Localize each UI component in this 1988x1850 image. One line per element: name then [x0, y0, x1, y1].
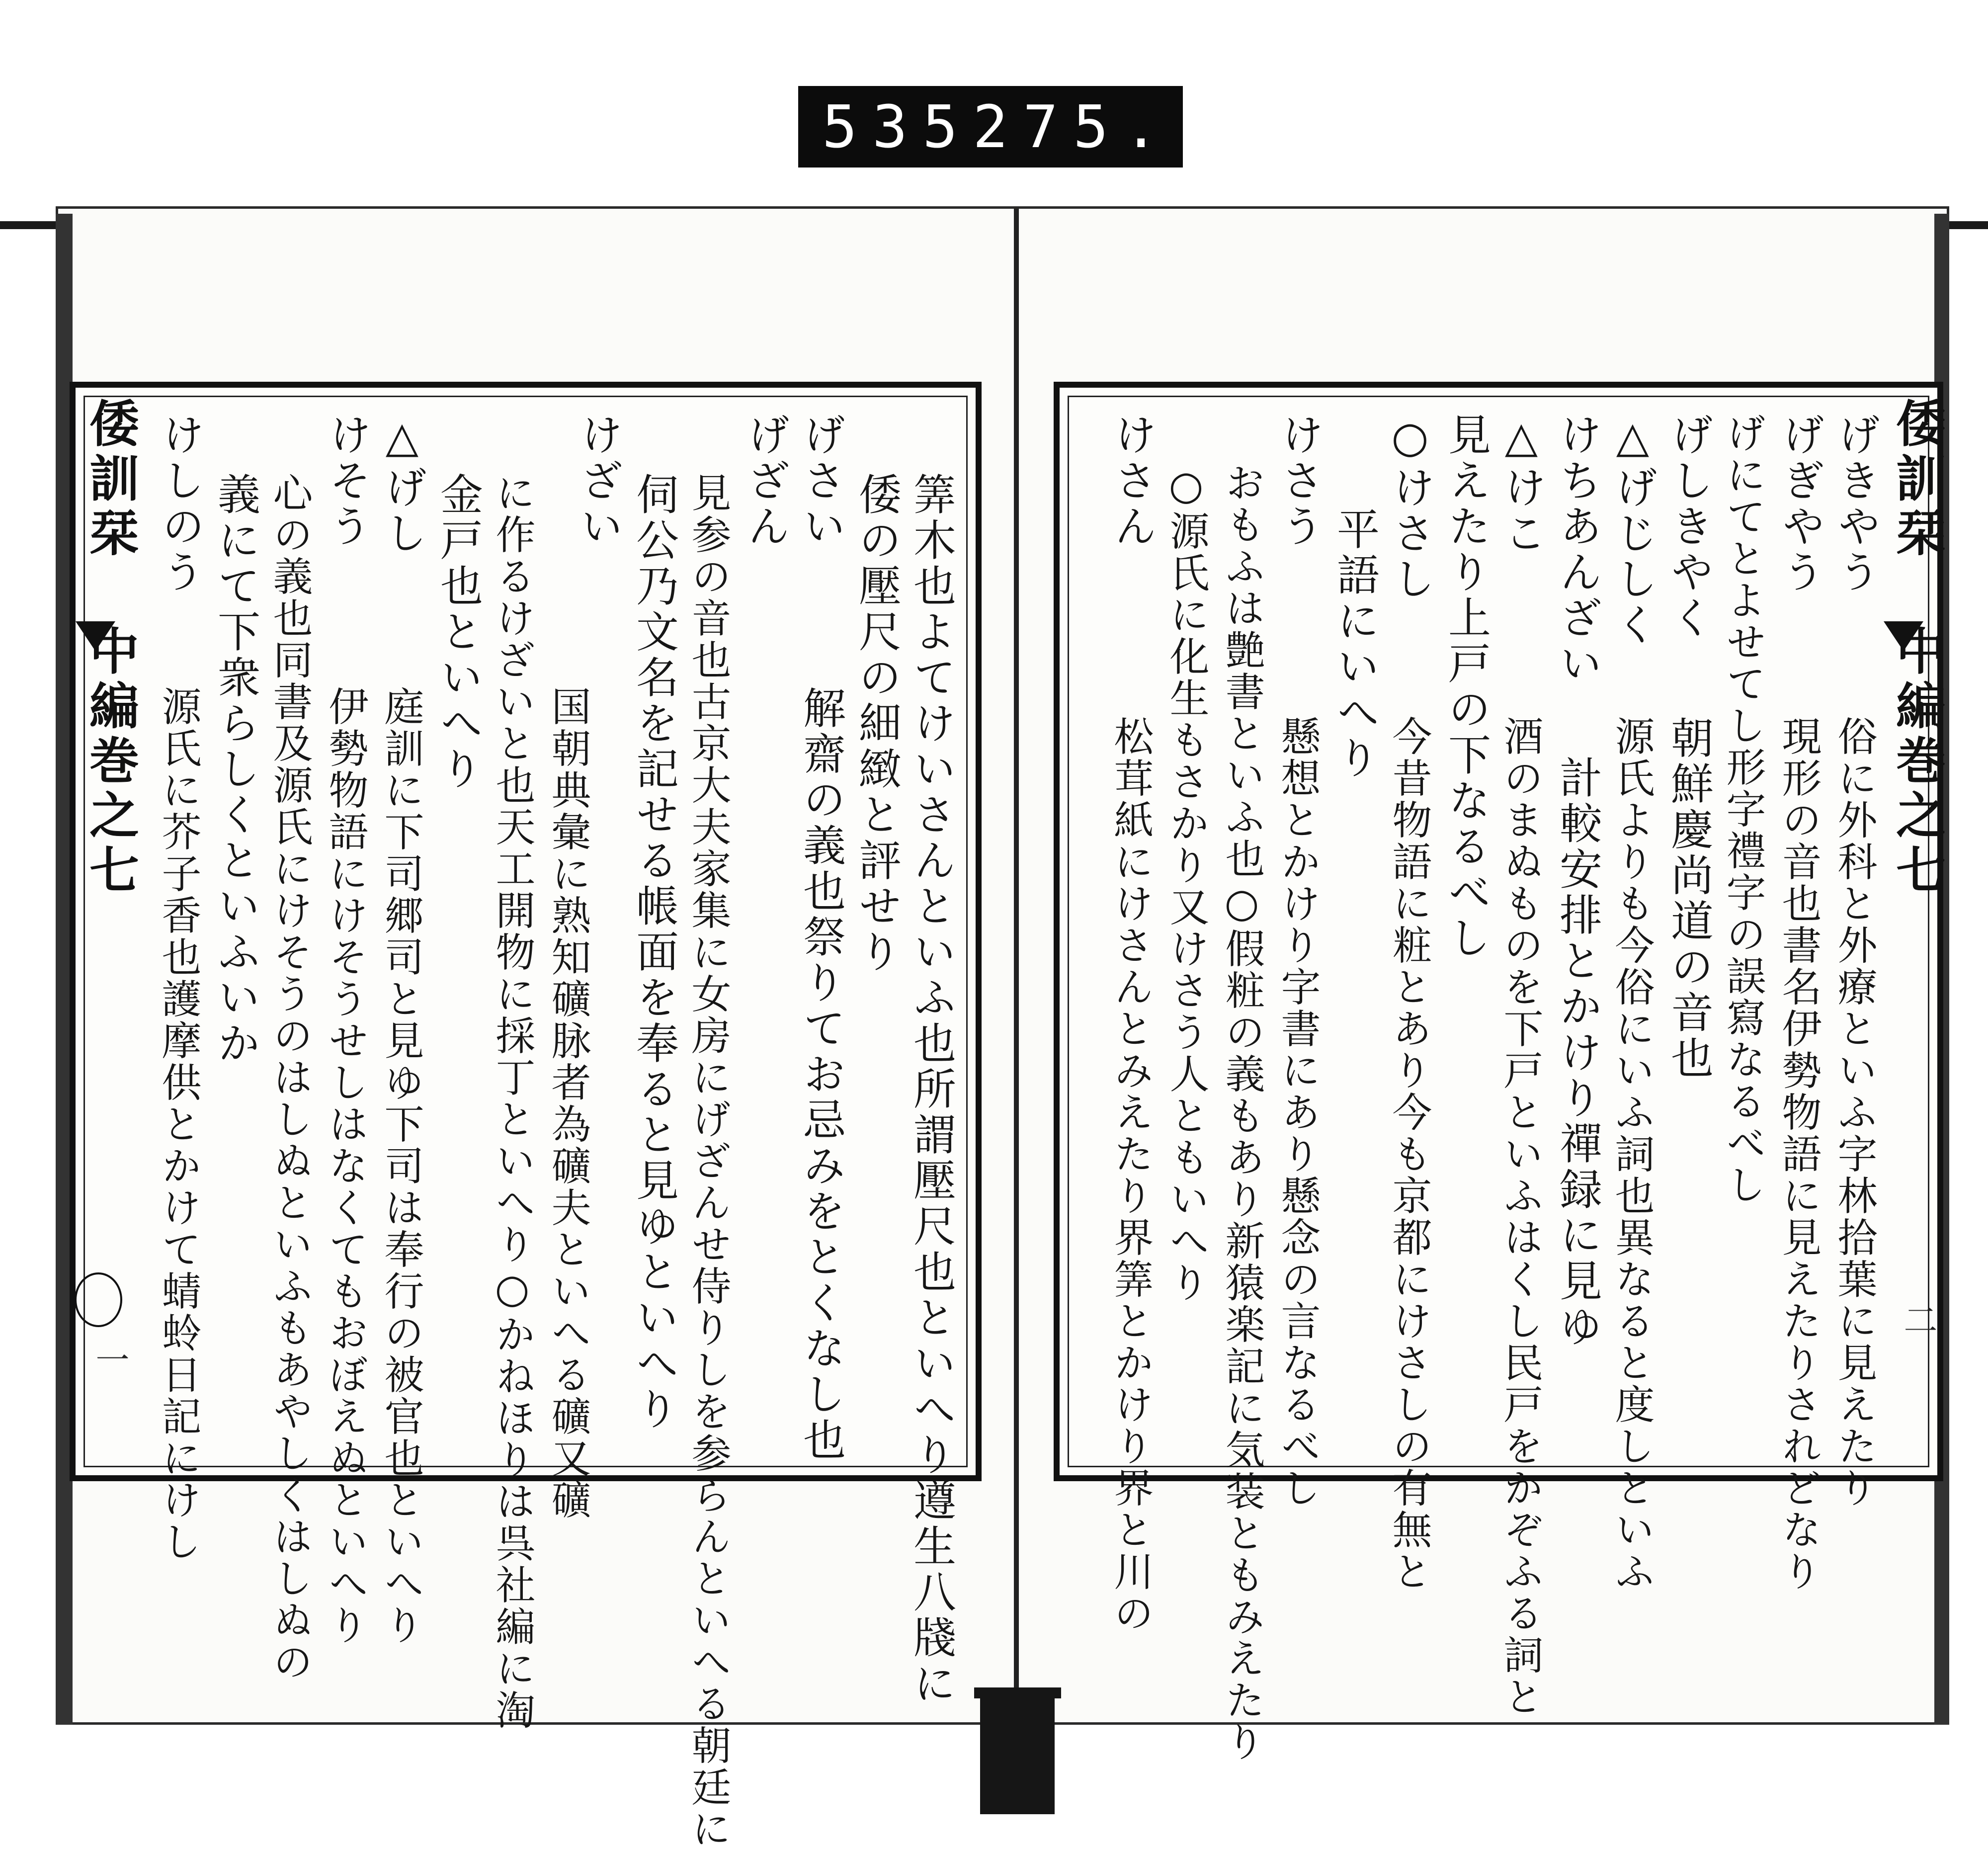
page-number-badge [75, 1272, 122, 1327]
right-entry-head-8: けさう [1274, 413, 1324, 550]
right-text-column-7: 酒のまぬものを下戸といふはくし民戸をかぞふる詞と [1497, 716, 1543, 1718]
left-text-column-6: 国朝典彙に熟知礦脉者為礦夫といへる礦又礦 [545, 686, 591, 1521]
right-text-column-11: 懸想とかけり字書にあり懸念の言なるべし [1274, 716, 1321, 1509]
right-page-number: 二 [1898, 1302, 1937, 1336]
call-number-label [798, 86, 1183, 168]
binding-clip [980, 1690, 1055, 1814]
right-text-column-3: げにてとよせてし形字禮字の誤寫なるべし [1720, 413, 1766, 1206]
page-edge-left [0, 221, 59, 229]
left-text-column-13: 源氏に芥子香也護摩供とかけて蜻蛉日記にけし [155, 686, 201, 1563]
left-text-column-5: 伺公乃文名を記せる帳面を奉ると見ゆといへり [629, 472, 678, 1432]
right-entry-head-9: けさん [1107, 413, 1157, 550]
left-entry-head-4: △げし [377, 413, 427, 557]
right-entry-head-1: げきやう [1830, 413, 1880, 595]
left-entry-head-6: けしのう [155, 413, 204, 595]
right-entry-head-2: げぎやう [1775, 413, 1824, 595]
right-text-column-8: 見えたり上戸の下なるべし [1441, 413, 1491, 961]
left-text-column-8: 金戸也といへり [433, 472, 483, 792]
right-text-column-13: ○源氏に化生もさかり又けさう人ともいへり [1163, 462, 1209, 1304]
left-text-column-3: 解齋の義也祭りてお忌みをとくなし也 [796, 686, 845, 1463]
left-text-column-10: 伊勢物語にけそうせしはなくてもおぼえぬといへり [322, 686, 368, 1646]
left-entry-head-5: けそう [322, 413, 371, 550]
right-entry-head-4: △げじしく [1608, 413, 1657, 648]
left-text-column-4: 見参の音也古京大夫家集に女房にげざんせ侍りしを参らんといへる朝廷に [685, 472, 731, 1850]
left-entry-head-1: げさい [796, 413, 845, 550]
left-page-number: 一 [90, 1342, 129, 1376]
call-number-left: 535 [822, 92, 973, 161]
book-gutter [1014, 209, 1019, 1750]
page-edge-right [1948, 221, 1988, 229]
right-entry-head-6: △けこ [1496, 413, 1546, 557]
left-entry-head-2: げざん [740, 413, 790, 550]
left-text-column-2: 倭の壓尺の細緻と評せり [851, 472, 901, 975]
right-text-column-1: 俗に外科と外療といふ字林拾葉に見えたり [1831, 716, 1877, 1509]
left-text-column-1: 筭木也よてけいさんといふ也所謂壓尺也といへり遵生八牋に [906, 472, 956, 1707]
right-text-column-4: 朝鮮慶尚道の音也 [1663, 716, 1713, 1082]
call-number-right: 275. [973, 92, 1174, 161]
left-text-column-9: 庭訓に下司郷司と見ゆ下司は奉行の被官也といへり [378, 686, 424, 1646]
right-entry-head-5: けちあんざい [1552, 413, 1602, 687]
left-text-column-11: 心の義也同書及源氏にけそうのはしぬといふもあやしくはしぬの [266, 472, 313, 1683]
right-text-column-9: 今昔物語に粧とあり今も京都にけさしの有無と [1386, 716, 1432, 1593]
right-text-column-5: 源氏よりも今俗にいふ詞也異なると度しといふ [1608, 716, 1655, 1593]
left-text-column-7: に作るけざいと也天工開物に採丁といへり○かねほりは呉社編に淘 [489, 472, 535, 1731]
right-text-column-2: 現形の音也書名伊勢物語に見えたりされどなり [1775, 716, 1822, 1593]
right-entry-head-7: ○けさし [1385, 413, 1435, 602]
title-tab-mark [76, 621, 115, 651]
left-entry-head-3: けざい [573, 413, 623, 550]
left-text-column-12: 義にて下衆らしくといふいか [210, 472, 260, 1067]
right-text-column-10: 平語にいへり [1329, 507, 1379, 781]
right-text-column-6: 計較安排とかけり禪録に見ゆ [1552, 756, 1602, 1350]
right-entry-head-3: げしきやく [1663, 413, 1713, 641]
right-page-title: 倭訓栞 中編巻之七 [1888, 398, 1946, 899]
right-text-column-12: おもふは艶書といふ也○假粧の義もあり新猿楽記に気装ともみえたり [1219, 462, 1265, 1763]
title-tab-mark-right [1884, 621, 1923, 651]
left-page-title: 倭訓栞 中編巻之七 [81, 398, 140, 899]
right-text-column-14: 松茸紙にけさんとみえたり界筭とかけり界と川の [1107, 716, 1154, 1634]
